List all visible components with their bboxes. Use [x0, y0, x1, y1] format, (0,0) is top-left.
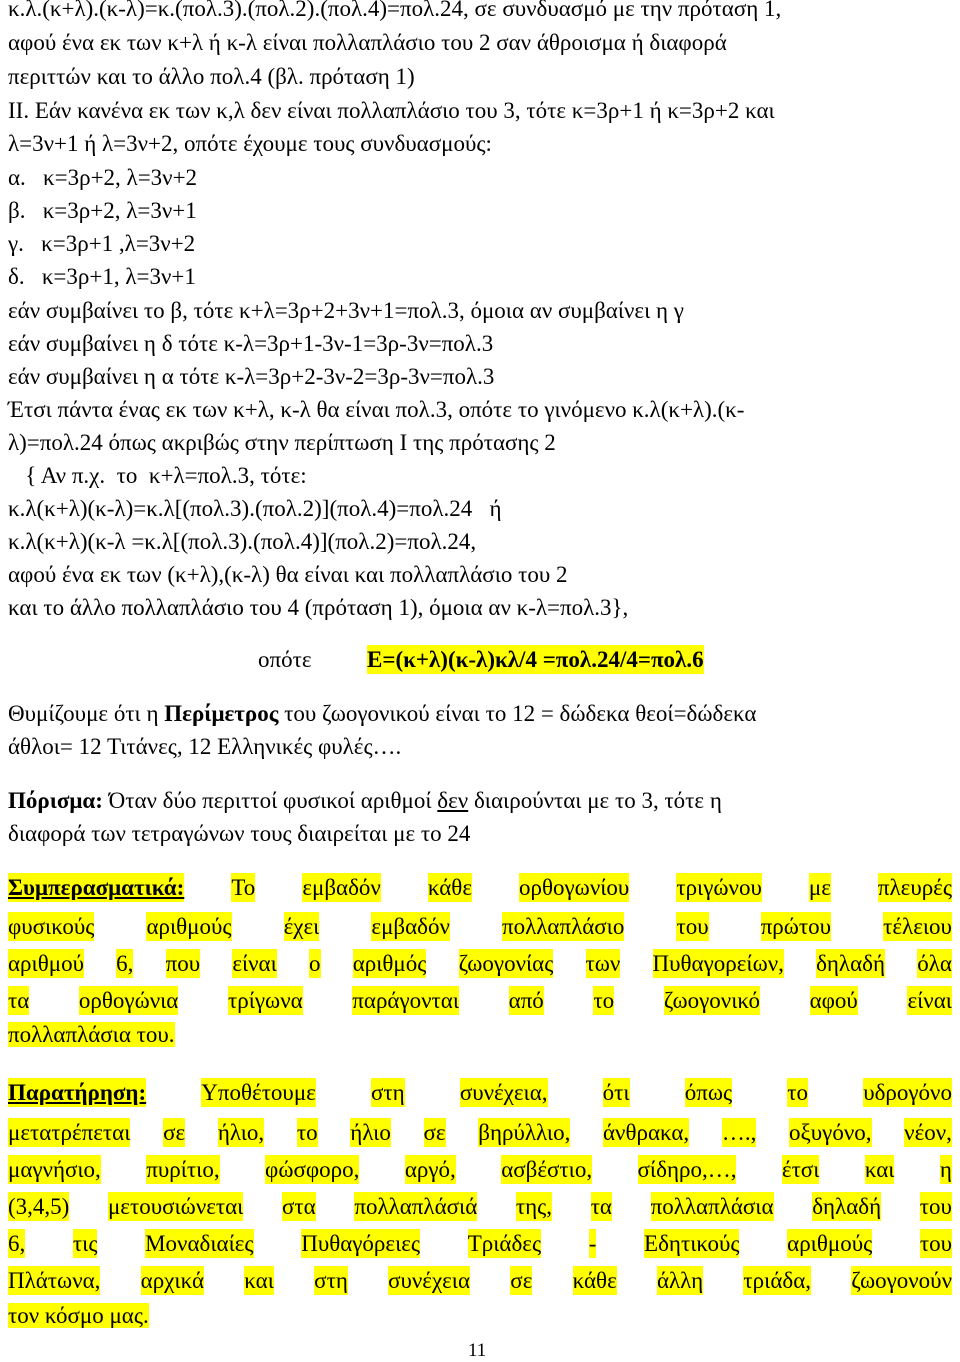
conclusion-word: του [676, 914, 709, 939]
observation-word: (3,4,5) [8, 1194, 70, 1219]
observation-word: νέον, [904, 1120, 952, 1145]
observation-word: τις [72, 1231, 98, 1256]
observation-word: αρχικά [140, 1268, 205, 1293]
page-number: 11 [468, 1340, 487, 1361]
observation-word: οξυγόνο, [789, 1120, 872, 1145]
text-line: { Αν π.χ. το κ+λ=πολ.3, τότε: [8, 463, 307, 488]
observation-word: ήλιο [350, 1120, 391, 1145]
conclusion-word: Πυθαγορείων, [652, 951, 784, 976]
observation-word: πολλαπλάσιά [354, 1194, 478, 1219]
conclusion-word: πρώτου [760, 914, 832, 939]
conclusion-text: πολλαπλάσια του. [8, 1022, 175, 1047]
observation-text: τον κόσμο μας. [8, 1303, 149, 1328]
conclusion-word: φυσικούς [8, 914, 95, 939]
conclusion-line [8, 986, 952, 1015]
conclusion-word: δηλαδή [816, 951, 885, 976]
conclusion-line [8, 949, 952, 978]
conclusion-word: ο [309, 951, 321, 976]
conclusion-line [8, 873, 952, 902]
text-line: λ)=πολ.24 όπως ακριβώς στην περίπτωση Ι της πρότασης 2 [8, 430, 556, 455]
conclusion-word: το [593, 988, 615, 1013]
observation-word: 6, [8, 1231, 26, 1256]
text-line: κ.λ(κ+λ)(κ-λ =κ.λ[(πολ.3).(πολ.4)](πολ.2)=πολ.24, [8, 529, 477, 554]
conclusion-word: είναι [907, 988, 952, 1013]
highlighted-word: πλευρές [877, 875, 952, 900]
text-line: κ.λ(κ+λ)(κ-λ)=κ.λ[(πολ.3).(πολ.2)](πολ.4)=πολ.24 ή [8, 496, 502, 521]
conclusion-word: αριθμούς [146, 914, 232, 939]
text-line: αφού ένα εκ των κ+λ ή κ-λ είναι πολλαπλάσιο του 2 σαν άθροισμα ή διαφορά [8, 30, 727, 55]
observation-word: - [588, 1231, 597, 1256]
observation-word: αριθμούς [787, 1231, 873, 1256]
observation-label: Παρατήρηση: [8, 1080, 147, 1105]
highlighted-word: υδρογόνο [863, 1080, 952, 1105]
highlighted-word: με [808, 875, 831, 900]
observation-line [8, 1229, 952, 1258]
case-item-d: δ. κ=3ρ+1, λ=3ν+1 [8, 264, 196, 289]
observation-word: του [919, 1194, 952, 1219]
text-line: κ.λ.(κ+λ).(κ-λ)=κ.(πολ.3).(πολ.2).(πολ.4)=πολ.24, σε συνδυασμό με την πρόταση 1, [8, 0, 782, 21]
observation-line [8, 1155, 952, 1184]
observation-word: η [939, 1157, 952, 1182]
conclusion-word: αριθμού [8, 951, 84, 976]
conclusion-last-line [8, 1020, 175, 1049]
conclusion-label: Συμπερασματικά: [8, 875, 185, 900]
observation-word: το [296, 1120, 318, 1145]
conclusion-word: όλα [917, 951, 952, 976]
highlighted-word: κάθε [427, 875, 472, 900]
observation-word: φώσφορο, [265, 1157, 360, 1182]
corollary-emphasis: δεν [437, 788, 469, 813]
highlighted-word: όπως [684, 1080, 733, 1105]
observation-word: ζωογονούν [851, 1268, 952, 1293]
conclusion-word: τέλειου [883, 914, 952, 939]
highlighted-word: ότι [602, 1080, 630, 1105]
corollary-text: Όταν δύο περιττοί φυσικοί αριθμοί [102, 788, 438, 813]
conclusion-word: που [165, 951, 201, 976]
text-line: ΙΙ. Εάν κανένα εκ των κ,λ δεν είναι πολλαπλάσιο του 3, τότε κ=3ρ+1 ή κ=3ρ+2 και [8, 98, 775, 123]
observation-word: τα [590, 1194, 612, 1219]
highlighted-word: ορθογωνίου [519, 875, 630, 900]
perimeter-term: Περίμετρος [164, 701, 279, 726]
conclusion-word: παράγονται [352, 988, 460, 1013]
perimeter-text: Θυμίζουμε ότι η [8, 701, 165, 726]
observation-word: Τριάδες [467, 1231, 542, 1256]
text-line: διαφορά των τετραγώνων τους διαιρείται με το 24 [8, 821, 471, 846]
observation-word: και [864, 1157, 895, 1182]
highlighted-word: Το [231, 875, 256, 900]
corollary-label: Πόρισμα: [8, 788, 103, 813]
observation-word: σε [423, 1120, 446, 1145]
conclusion-line [8, 912, 952, 941]
highlighted-word: συνέχεια, [459, 1080, 548, 1105]
corollary-line [8, 786, 722, 815]
observation-word: μαγνήσιο, [8, 1157, 101, 1182]
conclusion-word: ορθογώνια [78, 988, 179, 1013]
text-line: εάν συμβαίνει η δ τότε κ-λ=3ρ+1-3ν-1=3ρ-3ν=πολ.3 [8, 331, 494, 356]
text-line: αφού ένα εκ των (κ+λ),(κ-λ) θα είναι και πολλαπλάσιο του 2 [8, 562, 568, 587]
conclusion-word: αριθμός [352, 951, 427, 976]
observation-word: έτσι [781, 1157, 820, 1182]
observation-word: μετατρέπεται [8, 1120, 131, 1145]
observation-word: ασβέστιο, [501, 1157, 593, 1182]
observation-word: αργό, [404, 1157, 456, 1182]
conclusion-word: είναι [232, 951, 277, 976]
observation-word: κάθε [572, 1268, 617, 1293]
observation-word: Πλάτωνα, [8, 1268, 101, 1293]
highlighted-word: τριγώνου [676, 875, 762, 900]
case-item-c: γ. κ=3ρ+1 ,λ=3ν+2 [8, 231, 196, 256]
case-item-a: α. κ=3ρ+2, λ=3ν+2 [8, 165, 198, 190]
text-line: περιττών και το άλλο πολ.4 (βλ. πρόταση 1) [8, 64, 415, 89]
text-line: λ=3ν+1 ή λ=3ν+2, οπότε έχουμε τους συνδυασμούς: [8, 131, 492, 156]
result-formula: Ε=(κ+λ)(κ-λ)κλ/4 =πολ.24/4=πολ.6 [367, 647, 704, 672]
conclusion-word: τα [8, 988, 30, 1013]
text-line: Έτσι πάντα ένας εκ των κ+λ, κ-λ θα είναι πολ.3, οπότε το γινόμενο κ.λ(κ+λ).(κ- [8, 397, 745, 422]
observation-word: και [244, 1268, 274, 1293]
conclusion-word: αφού [809, 988, 858, 1013]
observation-line [8, 1078, 952, 1107]
observation-last-line [8, 1301, 149, 1330]
observation-word: σε [163, 1120, 186, 1145]
text-line: εάν συμβαίνει το β, τότε κ+λ=3ρ+2+3ν+1=πολ.3, όμοια αν συμβαίνει η γ [8, 298, 684, 323]
observation-word: Πυθαγόρειες [301, 1231, 421, 1256]
observation-word: άνθρακα, [603, 1120, 690, 1145]
observation-line [8, 1192, 952, 1221]
observation-word: σε [510, 1268, 533, 1293]
observation-word: του [919, 1231, 952, 1256]
observation-line [8, 1118, 952, 1147]
conclusion-word: τρίγωνα [227, 988, 303, 1013]
perimeter-text: του ζωογονικού είναι το 12 = δώδεκα θεοί=δώδεκα [278, 701, 757, 726]
observation-word: Εδητικούς [644, 1231, 740, 1256]
observation-word: της, [515, 1194, 553, 1219]
observation-word: τριάδα, [743, 1268, 812, 1293]
observation-word: πολλαπλάσια [650, 1194, 774, 1219]
observation-word: στη [314, 1268, 348, 1293]
conclusion-word: των [585, 951, 621, 976]
observation-word: στα [282, 1194, 316, 1219]
perimeter-line [8, 699, 756, 728]
observation-word: συνέχεια [388, 1268, 471, 1293]
conclusion-word: έχει [283, 914, 320, 939]
text-line: και το άλλο πολλαπλάσιο του 4 (πρόταση 1), όμοια αν κ-λ=πολ.3}, [8, 595, 629, 620]
corollary-text: διαιρούνται με το 3, τότε η [468, 788, 722, 813]
observation-word: άλλη [656, 1268, 704, 1293]
case-item-b: β. κ=3ρ+2, λ=3ν+1 [8, 198, 197, 223]
text-line: άθλοι= 12 Τιτάνες, 12 Ελληνικές φυλές…. [8, 734, 402, 759]
conclusion-word: ζωογονίας [458, 951, 554, 976]
conclusion-word: πολλαπλάσιο [501, 914, 625, 939]
observation-word: δηλαδή [812, 1194, 882, 1219]
highlighted-word: Υποθέτουμε [201, 1080, 316, 1105]
observation-word: Μοναδιαίες [145, 1231, 254, 1256]
conclusion-word: από [508, 988, 544, 1013]
observation-word: βηρύλλιο, [478, 1120, 571, 1145]
highlighted-word: το [787, 1080, 809, 1105]
conclusion-word: ζωογονικό [663, 988, 760, 1013]
observation-line [8, 1266, 952, 1295]
observation-word: μετουσιώνεται [107, 1194, 244, 1219]
result-prefix: οπότε [258, 647, 312, 672]
observation-word: ήλιο, [217, 1120, 265, 1145]
observation-word: πυρίτιο, [146, 1157, 220, 1182]
highlighted-word: εμβαδόν [302, 875, 381, 900]
conclusion-word: 6, [116, 951, 134, 976]
highlighted-word: στη [370, 1080, 405, 1105]
text-line: εάν συμβαίνει η α τότε κ-λ=3ρ+2-3ν-2=3ρ-3ν=πολ.3 [8, 364, 495, 389]
conclusion-word: εμβαδόν [371, 914, 450, 939]
observation-word: …., [721, 1120, 757, 1145]
observation-word: σίδηρο,…, [637, 1157, 737, 1182]
